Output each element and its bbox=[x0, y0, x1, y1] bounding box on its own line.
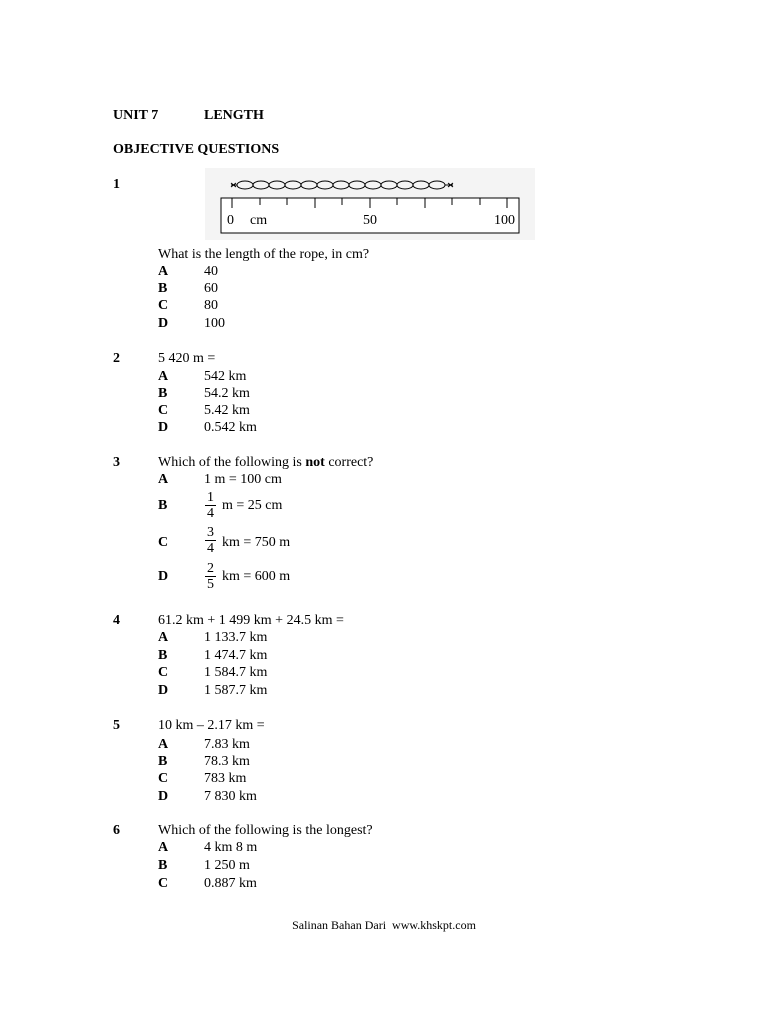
question-6-number: 6 bbox=[113, 823, 120, 838]
option-text: 1 m = 100 cm bbox=[204, 472, 282, 487]
question-4-number: 4 bbox=[113, 613, 120, 628]
ruler-unit-label: cm bbox=[250, 213, 268, 228]
option-text: 1 133.7 km bbox=[204, 630, 268, 645]
option-text: 78.3 km bbox=[204, 754, 250, 769]
option-letter: D bbox=[158, 569, 169, 584]
fraction-denominator: 4 bbox=[207, 541, 214, 556]
question-1-text: What is the length of the rope, in cm? bbox=[158, 247, 370, 262]
option-text: 1 250 m bbox=[204, 858, 250, 873]
option-text: 100 bbox=[204, 316, 225, 331]
option-letter: C bbox=[158, 876, 169, 891]
option-letter: C bbox=[158, 535, 169, 550]
option-letter: C bbox=[158, 298, 169, 313]
ruler-label-0: 0 bbox=[227, 213, 234, 228]
option-text: m = 25 cm bbox=[222, 498, 283, 513]
option-letter: D bbox=[158, 683, 169, 698]
option-letter: D bbox=[158, 316, 169, 331]
option-letter: A bbox=[158, 630, 169, 645]
option-letter: A bbox=[158, 737, 169, 752]
option-letter: B bbox=[158, 754, 168, 769]
option-text: 5.42 km bbox=[204, 403, 250, 418]
page-footer: Salinan Bahan Dari www.khskpt.com bbox=[292, 918, 476, 932]
option-text: km = 750 m bbox=[222, 535, 291, 550]
option-letter: C bbox=[158, 771, 169, 786]
question-2-number: 2 bbox=[113, 351, 120, 366]
option-text: 0.542 km bbox=[204, 420, 257, 435]
ruler-label-100: 100 bbox=[494, 213, 515, 228]
option-letter: A bbox=[158, 264, 169, 279]
fraction-numerator: 2 bbox=[207, 561, 214, 576]
option-letter: B bbox=[158, 498, 168, 513]
option-text: 783 km bbox=[204, 771, 247, 786]
question-3-text-start: Which of the following is bbox=[158, 455, 306, 470]
option-letter: B bbox=[158, 648, 168, 663]
rope-ruler-figure bbox=[205, 168, 535, 240]
option-text: 1 474.7 km bbox=[204, 648, 268, 663]
option-text: 60 bbox=[204, 281, 218, 296]
question-5-text: 10 km – 2.17 km = bbox=[158, 718, 265, 733]
fraction-numerator: 3 bbox=[207, 525, 214, 540]
option-text: km = 600 m bbox=[222, 569, 291, 584]
option-letter: D bbox=[158, 789, 169, 804]
section-title: OBJECTIVE QUESTIONS bbox=[113, 142, 280, 157]
question-5-number: 5 bbox=[113, 718, 120, 733]
option-text: 54.2 km bbox=[204, 386, 250, 401]
option-text: 4 km 8 m bbox=[204, 840, 258, 855]
fraction-numerator: 1 bbox=[207, 490, 214, 505]
option-text: 1 587.7 km bbox=[204, 683, 268, 698]
option-letter: C bbox=[158, 665, 169, 680]
option-text: 1 584.7 km bbox=[204, 665, 268, 680]
fraction bbox=[205, 525, 216, 556]
fraction bbox=[205, 490, 216, 521]
fraction bbox=[205, 561, 216, 592]
question-6-text: Which of the following is the longest? bbox=[158, 823, 373, 838]
question-4-text: 61.2 km + 1 499 km + 24.5 km = bbox=[158, 613, 344, 628]
option-text: 7.83 km bbox=[204, 737, 250, 752]
unit-topic: LENGTH bbox=[204, 108, 264, 123]
option-letter: A bbox=[158, 472, 169, 487]
option-text: 80 bbox=[204, 298, 218, 313]
option-text: 7 830 km bbox=[204, 789, 257, 804]
option-letter: D bbox=[158, 420, 169, 435]
ruler-label-50: 50 bbox=[363, 213, 377, 228]
option-letter: A bbox=[158, 840, 169, 855]
fraction-denominator: 4 bbox=[207, 506, 214, 521]
question-3-text bbox=[158, 455, 373, 471]
option-letter: B bbox=[158, 386, 168, 401]
question-3-emphasis: not bbox=[305, 455, 325, 470]
option-text: 0.887 km bbox=[204, 876, 257, 891]
option-text: 542 km bbox=[204, 369, 247, 384]
option-letter: A bbox=[158, 369, 169, 384]
question-3-text-end: correct? bbox=[324, 455, 374, 470]
question-1-number: 1 bbox=[113, 177, 120, 192]
question-2-text: 5 420 m = bbox=[158, 351, 216, 366]
option-letter: B bbox=[158, 858, 168, 873]
option-text: 40 bbox=[204, 264, 218, 279]
option-letter: C bbox=[158, 403, 169, 418]
question-3-number: 3 bbox=[113, 455, 120, 470]
unit-number: UNIT 7 bbox=[113, 108, 159, 123]
fraction-denominator: 5 bbox=[207, 577, 214, 592]
option-letter: B bbox=[158, 281, 168, 296]
